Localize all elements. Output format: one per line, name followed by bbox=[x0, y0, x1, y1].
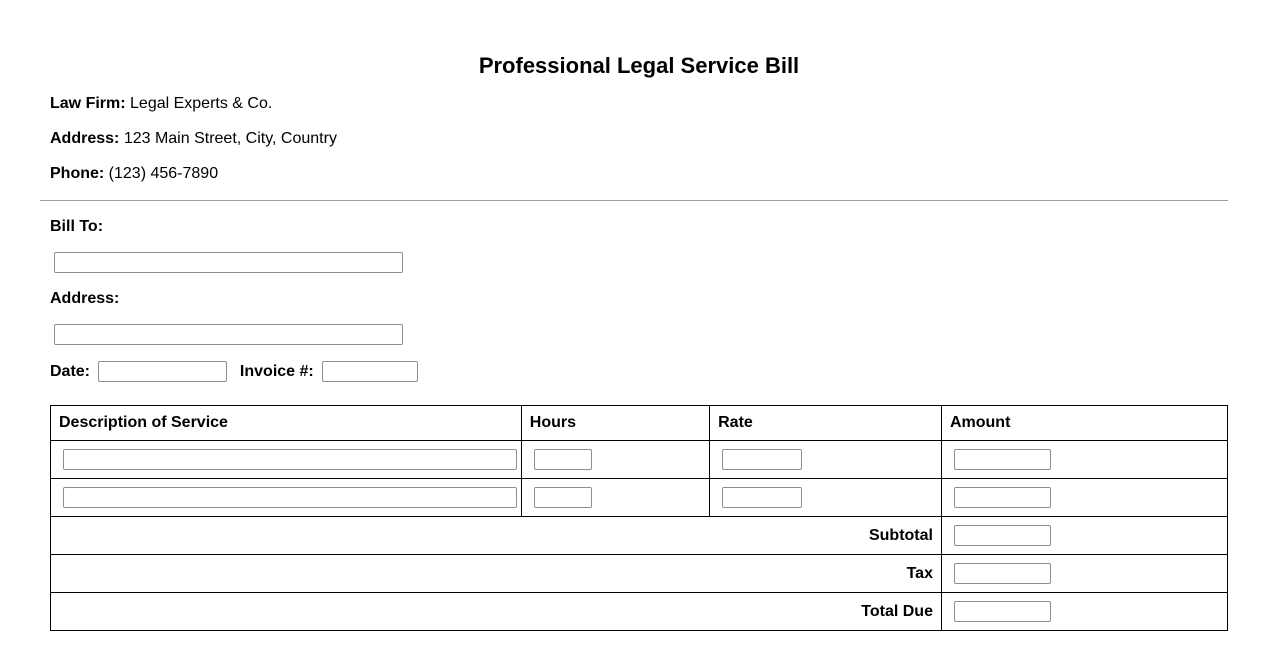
date-label: Date: bbox=[50, 363, 91, 380]
invoice-number-label: Invoice #: bbox=[239, 363, 314, 380]
firm-phone-value: (123) 456-7890 bbox=[108, 165, 219, 182]
rate-column-header: Rate bbox=[710, 406, 942, 441]
firm-address-label: Address: bbox=[50, 130, 120, 147]
firm-law-firm-line bbox=[50, 94, 1228, 113]
client-address-label: Address: bbox=[50, 290, 120, 307]
law-firm-value: Legal Experts & Co. bbox=[130, 95, 273, 112]
billing-section bbox=[50, 217, 1228, 383]
hours-input-2[interactable] bbox=[534, 487, 592, 508]
amount-column-header: Amount bbox=[941, 406, 1227, 441]
total-due-row bbox=[51, 593, 1228, 631]
bill-to-field-row bbox=[50, 252, 1228, 273]
invoice-number-input[interactable] bbox=[322, 361, 418, 382]
firm-address-value: 123 Main Street, City, Country bbox=[123, 130, 337, 147]
hours-input-1[interactable] bbox=[534, 449, 592, 470]
date-input[interactable] bbox=[98, 361, 227, 382]
firm-address-line bbox=[50, 129, 1228, 148]
description-input-1[interactable] bbox=[63, 449, 517, 470]
total-due-input[interactable] bbox=[954, 601, 1051, 622]
firm-phone-line bbox=[50, 164, 1228, 183]
law-firm-label: Law Firm: bbox=[50, 95, 126, 112]
subtotal-row bbox=[51, 517, 1228, 555]
section-divider bbox=[40, 200, 1228, 201]
service-row-1 bbox=[51, 441, 1228, 479]
tax-input[interactable] bbox=[954, 563, 1051, 584]
amount-input-1[interactable] bbox=[954, 449, 1051, 470]
description-column-header: Description of Service bbox=[51, 406, 522, 441]
tax-label: Tax bbox=[51, 555, 942, 593]
client-address-input[interactable] bbox=[54, 324, 403, 345]
subtotal-label: Subtotal bbox=[51, 517, 942, 555]
date-invoice-row bbox=[50, 361, 1228, 383]
rate-input-1[interactable] bbox=[722, 449, 802, 470]
rate-input-2[interactable] bbox=[722, 487, 802, 508]
firm-info bbox=[50, 94, 1228, 183]
service-row-2 bbox=[51, 479, 1228, 517]
table-header-row bbox=[51, 406, 1228, 441]
bill-table bbox=[50, 405, 1228, 631]
bill-to-input[interactable] bbox=[54, 252, 403, 273]
total-due-label: Total Due bbox=[51, 593, 942, 631]
page-title: Professional Legal Service Bill bbox=[478, 53, 800, 78]
hours-column-header: Hours bbox=[521, 406, 709, 441]
bill-to-label: Bill To: bbox=[50, 218, 104, 235]
tax-row bbox=[51, 555, 1228, 593]
amount-input-2[interactable] bbox=[954, 487, 1051, 508]
description-input-2[interactable] bbox=[63, 487, 517, 508]
client-address-field-row bbox=[50, 324, 1228, 345]
subtotal-input[interactable] bbox=[954, 525, 1051, 546]
firm-phone-label: Phone: bbox=[50, 165, 105, 182]
